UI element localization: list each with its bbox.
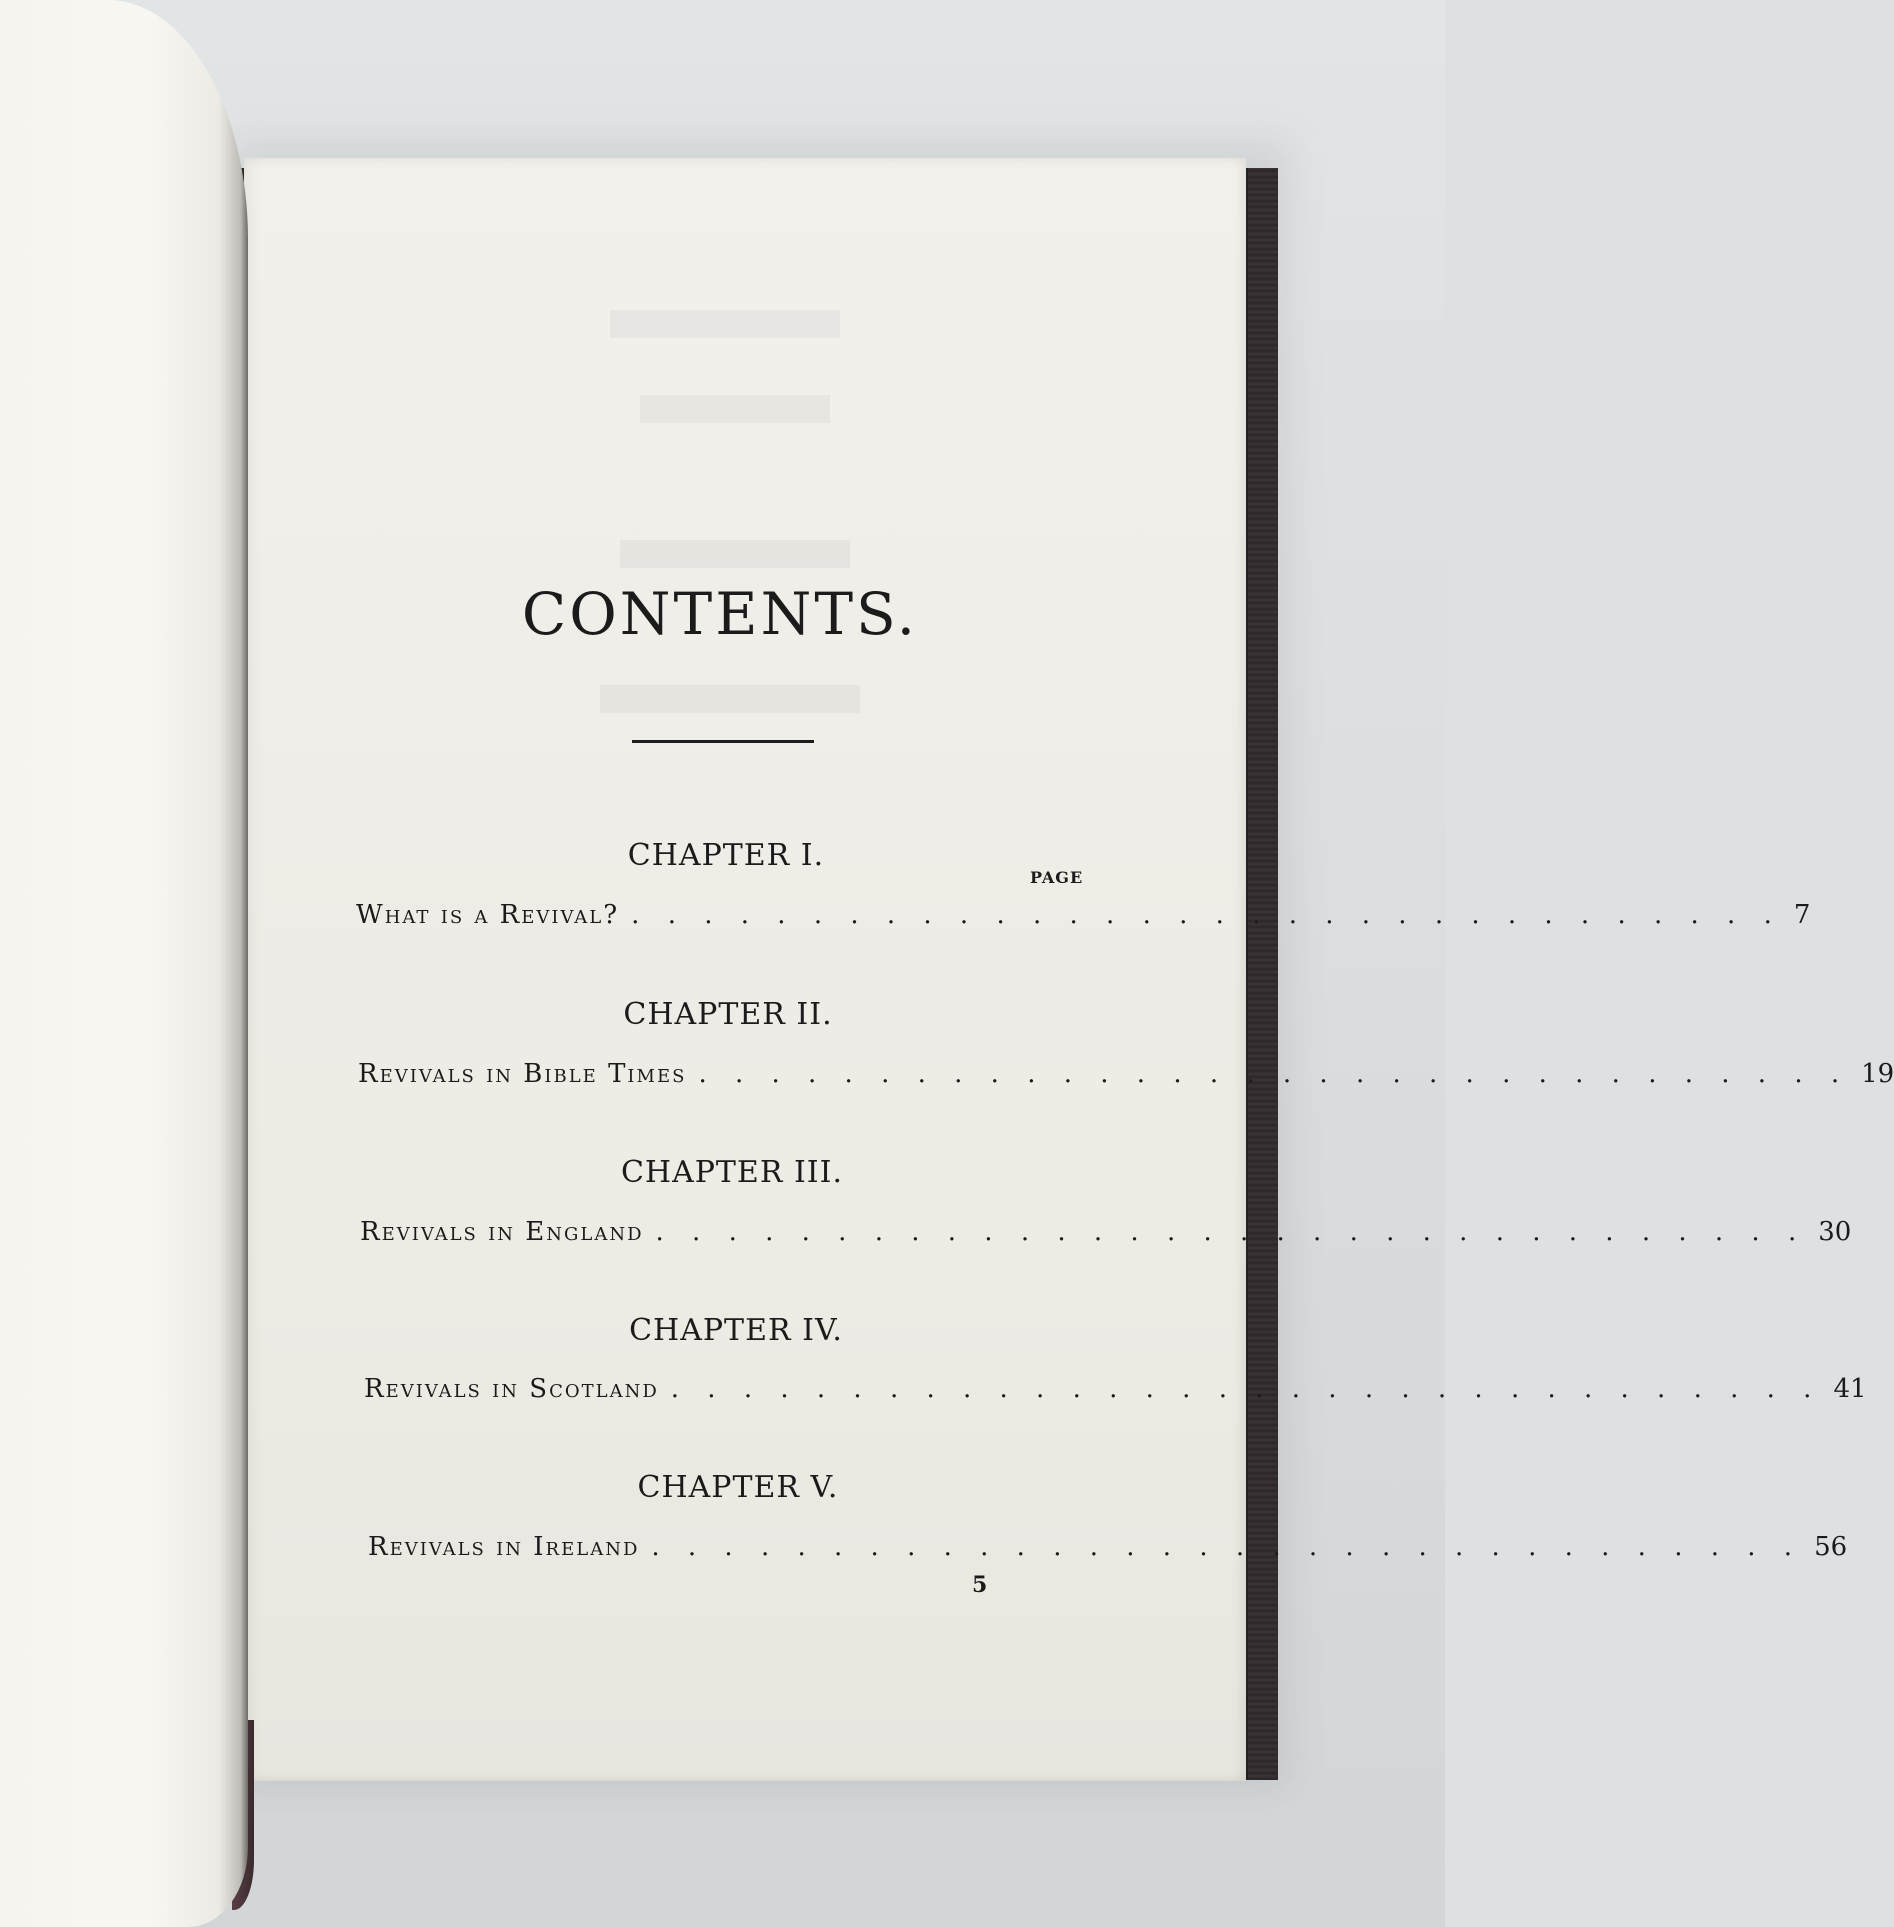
entry-page-number: 56 [1814, 1532, 1848, 1562]
page-title: CONTENTS. [521, 580, 919, 648]
chapter-heading: CHAPTER III. [620, 1155, 844, 1190]
page-column-label: PAGE [1030, 868, 1084, 887]
dot-leader: . . . . . . . . . . . . . . . . . . . . . . . . . . . . . . . . [670, 1374, 1822, 1404]
entry-title: Revivals in Scotland [364, 1374, 659, 1404]
dot-leader: . . . . . . . . . . . . . . . . . . . . . . . . . . . . . . . . [698, 1059, 1850, 1089]
toc-entry [358, 1059, 1894, 1099]
entry-title: What is a Revival? [356, 900, 620, 930]
page-folio: 5 [972, 1572, 988, 1598]
entry-title: Revivals in Bible Times [358, 1059, 687, 1089]
toc-entry [356, 900, 1811, 940]
entry-title: Revivals in Ireland [368, 1532, 640, 1562]
entry-page-number: 41 [1833, 1374, 1867, 1404]
dot-leader: . . . . . . . . . . . . . . . . . . . . . . . . . . . . . . . . [655, 1217, 1807, 1247]
entry-page-number: 30 [1818, 1217, 1852, 1247]
title-rule [632, 740, 814, 743]
entry-page-number: 19 [1861, 1059, 1894, 1089]
bleed-through-shade [620, 540, 850, 568]
toc-entry [364, 1374, 1867, 1414]
chapter-heading: CHAPTER I. [627, 838, 825, 873]
bleed-through-shade [610, 310, 840, 338]
bleed-through-shade [640, 395, 830, 423]
bleed-through-shade [600, 685, 860, 713]
dot-leader: . . . . . . . . . . . . . . . . . . . . . . . . . . . . . . . . [631, 900, 1782, 930]
toc-entry [368, 1532, 1848, 1572]
chapter-heading: CHAPTER II. [623, 997, 833, 1032]
entry-page-number: 7 [1793, 900, 1811, 930]
dot-leader: . . . . . . . . . . . . . . . . . . . . . . . . . . . . . . . . [651, 1532, 1803, 1562]
entry-title: Revivals in England [360, 1217, 644, 1247]
toc-entry [360, 1217, 1852, 1257]
chapter-heading: CHAPTER V. [637, 1470, 839, 1505]
chapter-heading: CHAPTER IV. [629, 1313, 843, 1348]
